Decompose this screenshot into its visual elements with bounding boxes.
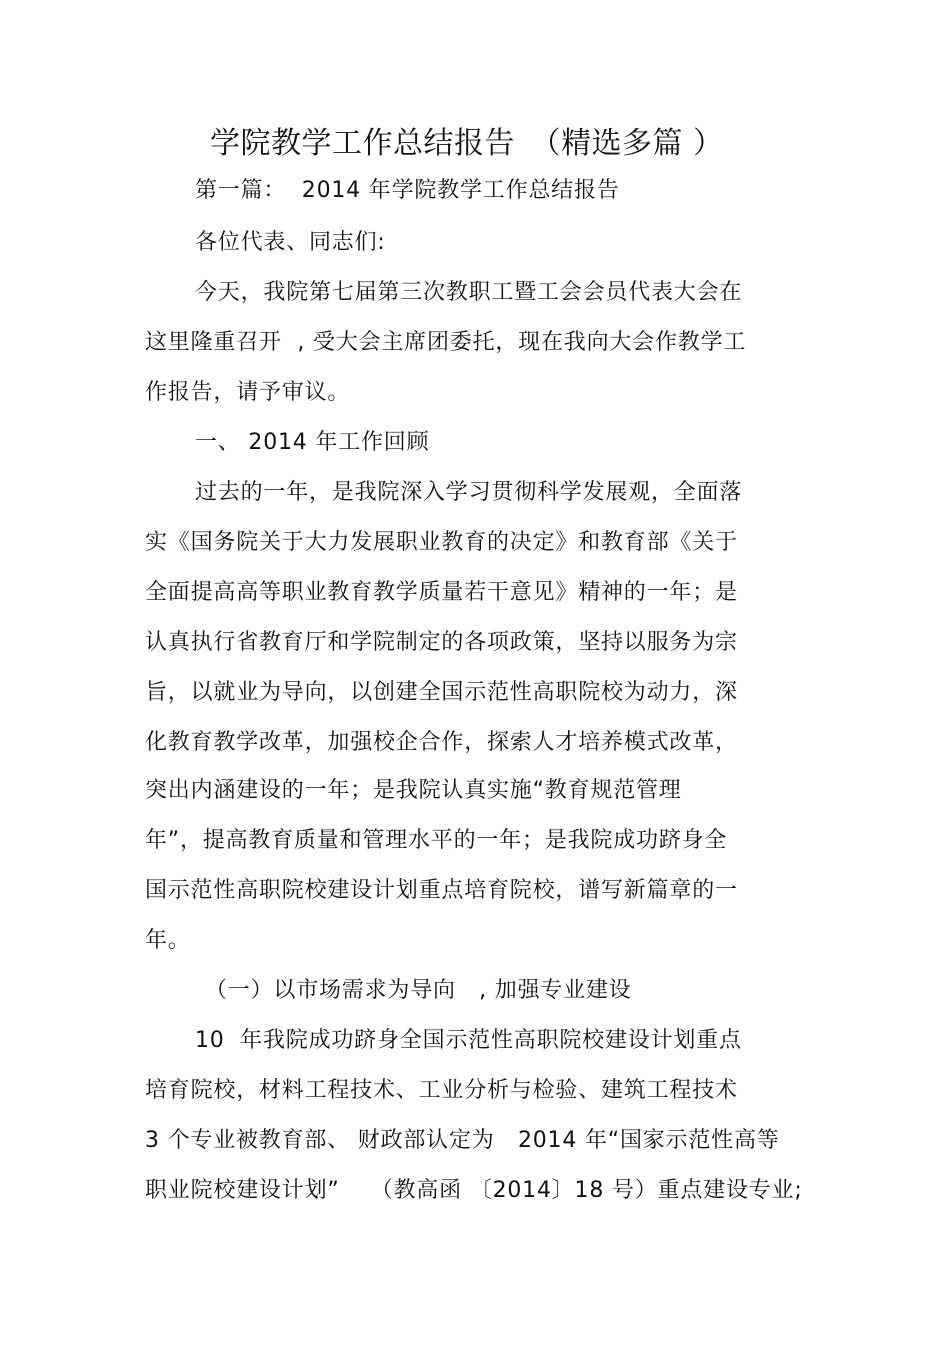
paragraph-line: 实《国务院关于大力发展职业教育的决定》和教育部《关于 (145, 530, 738, 555)
paragraph-line: 3 个专业被教育部、 财政部认定为 2014 年“国家示范性高等 (145, 1128, 780, 1153)
paragraph-line: 国示范性高职院校建设计划重点培育院校，谱写新篇章的一 (145, 878, 738, 903)
paragraph-line: 过去的一年，是我院深入学习贯彻科学发展观，全面落 (195, 480, 743, 505)
paragraph-line: 这里隆重召开 , 受大会主席团委托，现在我向大会作教学工 (145, 330, 747, 355)
paragraph-line: 10 年我院成功跻身全国示范性高职院校建设计划重点 (195, 1028, 742, 1053)
section-heading: 第一篇： 2014 年学院教学工作总结报告 (195, 178, 620, 203)
paragraph-line: 职业院校建设计划” （教高函 〔2014〕18 号）重点建设专业; (145, 1178, 803, 1203)
paragraph-line: 认真执行省教育厅和学院制定的各项政策，坚持以服务为宗 (145, 630, 738, 655)
salutation: 各位代表、同志们: (195, 230, 386, 255)
paragraph-line: 化教育教学改革，加强校企合作，探索人才培养模式改革， (145, 730, 738, 755)
paragraph-line: 作报告，请予审议。 (145, 380, 351, 405)
subsection-heading: 一、 2014 年工作回顾 (195, 430, 430, 455)
paragraph-line: 年”，提高教育质量和管理水平的一年；是我院成功跻身全 (145, 828, 728, 853)
subsection-heading: （一）以市场需求为导向 , 加强专业建设 (205, 978, 632, 1003)
paragraph-line: 年。 (145, 928, 191, 953)
paragraph-line: 旨，以就业为导向，以创建全国示范性高职院校为动力，深 (145, 680, 738, 705)
document-title: 学院教学工作总结报告 （精选多篇 ） (210, 126, 724, 161)
paragraph-line: 今天，我院第七届第三次教职工暨工会会员代表大会在 (195, 280, 743, 305)
paragraph-line: 培育院校，材料工程技术、工业分析与检验、建筑工程技术 (145, 1078, 738, 1103)
paragraph-line: 全面提高高等职业教育教学质量若干意见》精神的一年；是 (145, 580, 738, 605)
paragraph-line: 突出内涵建设的一年；是我院认真实施“教育规范管理 (145, 778, 682, 803)
